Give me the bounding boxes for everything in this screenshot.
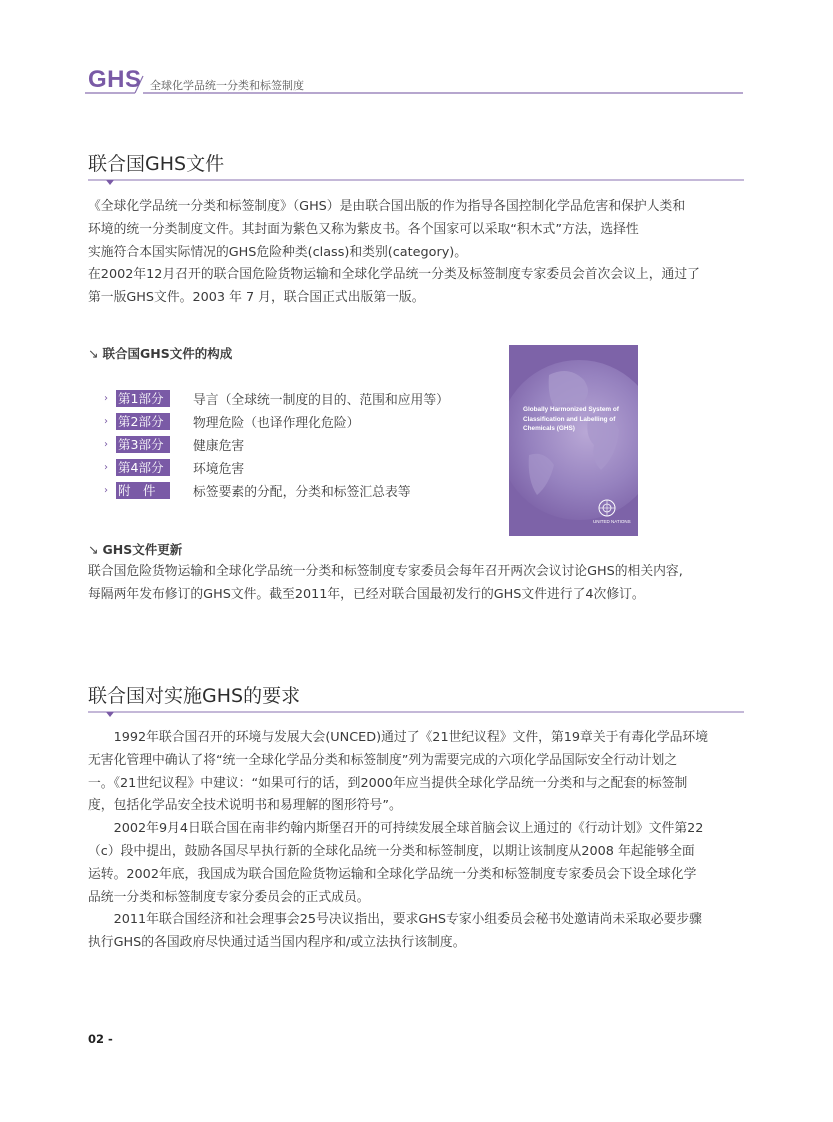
section-title-un-requirements: 联合国对实施GHS的要求 xyxy=(88,685,301,707)
update-paragraph xyxy=(88,561,753,607)
update-heading-label: GHS文件更新 xyxy=(102,542,183,557)
part-tag: 第2部分 xyxy=(116,413,170,430)
text-line: （c）段中提出，鼓励各国尽早执行新的全球化品统一分类和标签制度，以期让该制度从2008 年起能够全面 xyxy=(88,843,695,859)
book-title: Globally Harmonized System of Classification and Labelling of Chemicals (GHS) xyxy=(523,406,619,432)
text-line: 《全球化学品统一分类和标签制度》（GHS）是由联合国出版的作为指导各国控制化学品危害和保护人类和 xyxy=(88,199,686,214)
chevron-right-icon: › xyxy=(104,461,108,473)
chevron-right-icon: › xyxy=(104,484,108,496)
section-title-rule xyxy=(88,174,748,188)
ghs-book-cover xyxy=(509,345,638,536)
un-emblem-icon xyxy=(596,497,618,519)
section2-paragraph xyxy=(88,727,753,955)
text-line: 2002年9月4日联合国在南非约翰内斯堡召开的可持续发展全球首脑会议上通过的《行动计划》文件第22 xyxy=(88,821,704,837)
text-line: 度，包括化学品安全技术说明书和易理解的图形符号”。 xyxy=(88,798,402,814)
list-item xyxy=(104,388,449,408)
text-line: 一。《21世纪议程》中建议：“如果可行的话，到2000年应当提供全球化学品统一分类和与之配套的标签制 xyxy=(88,775,688,791)
text-line: 无害化管理中确认了将“统一全球化学品分类和标签制度”列为需要完成的六项化学品国际安全行动计划之 xyxy=(88,752,678,768)
chevron-right-icon: › xyxy=(104,438,108,450)
chevron-right-icon: › xyxy=(104,415,108,427)
part-tag: 第1部分 xyxy=(116,390,170,407)
text-line: 在2002年12月召开的联合国危险货物运输和全球化学品统一分类及标签制度专家委员会首次会议上，通过了 xyxy=(88,267,700,283)
part-tag: 第4部分 xyxy=(116,459,170,476)
header-logo: GHS xyxy=(88,66,142,93)
arrow-down-right-icon: ↘ xyxy=(88,346,99,361)
text-line: 第一版GHS文件。2003 年 7 月，联合国正式出版第一版。 xyxy=(88,290,425,306)
text-line: 运转。2002年底，我国成为联合国危险货物运输和全球化学品统一分类和标签制度专家委员会下设全球化学 xyxy=(88,866,697,882)
header-subtitle: 全球化学品统一分类和标签制度 xyxy=(150,79,304,92)
list-item xyxy=(104,434,245,454)
text-line: 执行GHS的各国政府尽快通过适当国内程序和/或立法执行该制度。 xyxy=(88,935,466,951)
list-item xyxy=(104,457,245,477)
page-number: 02 - xyxy=(88,1032,113,1046)
composition-heading xyxy=(88,344,232,362)
part-tag: 附 件 xyxy=(116,482,170,499)
part-description: 环境危害 xyxy=(193,461,245,477)
part-description: 标签要素的分配，分类和标签汇总表等 xyxy=(193,484,411,500)
text-line: 1992年联合国召开的环境与发展大会(UNCED)通过了《21世纪议程》文件，第19章关于有毒化学品环境 xyxy=(88,730,709,745)
text-line: 环境的统一分类制度文件。其封面为紫色又称为紫皮书。各个国家可以采取“积木式”方法，选择性 xyxy=(88,221,639,237)
book-publisher: UNITED NATIONS xyxy=(593,519,631,524)
section1-paragraph xyxy=(88,196,748,310)
text-line: 实施符合本国实际情况的GHS危险种类(class)和类别(category)。 xyxy=(88,244,468,260)
chevron-right-icon: › xyxy=(104,392,108,404)
part-description: 物理危险（也译作理化危险） xyxy=(193,415,360,431)
globe-image xyxy=(509,345,638,536)
part-tag: 第3部分 xyxy=(116,436,170,453)
list-item xyxy=(104,480,411,500)
list-item xyxy=(104,411,360,431)
part-description: 健康危害 xyxy=(193,438,245,454)
section-title-rule xyxy=(88,706,748,720)
update-heading xyxy=(88,540,182,558)
part-description: 导言（全球统一制度的目的、范围和应用等） xyxy=(193,392,449,408)
composition-heading-label: 联合国GHS文件的构成 xyxy=(102,346,233,361)
text-line: 每隔两年发布修订的GHS文件。截至2011年，已经对联合国最初发行的GHS文件进行了4次修订。 xyxy=(88,586,645,602)
text-line: 品统一分类和标签制度专家分委员会的正式成员。 xyxy=(88,889,370,905)
text-line: 联合国危险货物运输和全球化学品统一分类和标签制度专家委员会每年召开两次会议讨论GHS的相关内容, xyxy=(88,564,683,579)
section-title-un-ghs: 联合国GHS文件 xyxy=(88,153,225,175)
text-line: 2011年联合国经济和社会理事会25号决议指出，要求GHS专家小组委员会秘书处邀请尚未采取必要步骤 xyxy=(88,912,702,928)
arrow-down-right-icon: ↘ xyxy=(88,542,99,557)
